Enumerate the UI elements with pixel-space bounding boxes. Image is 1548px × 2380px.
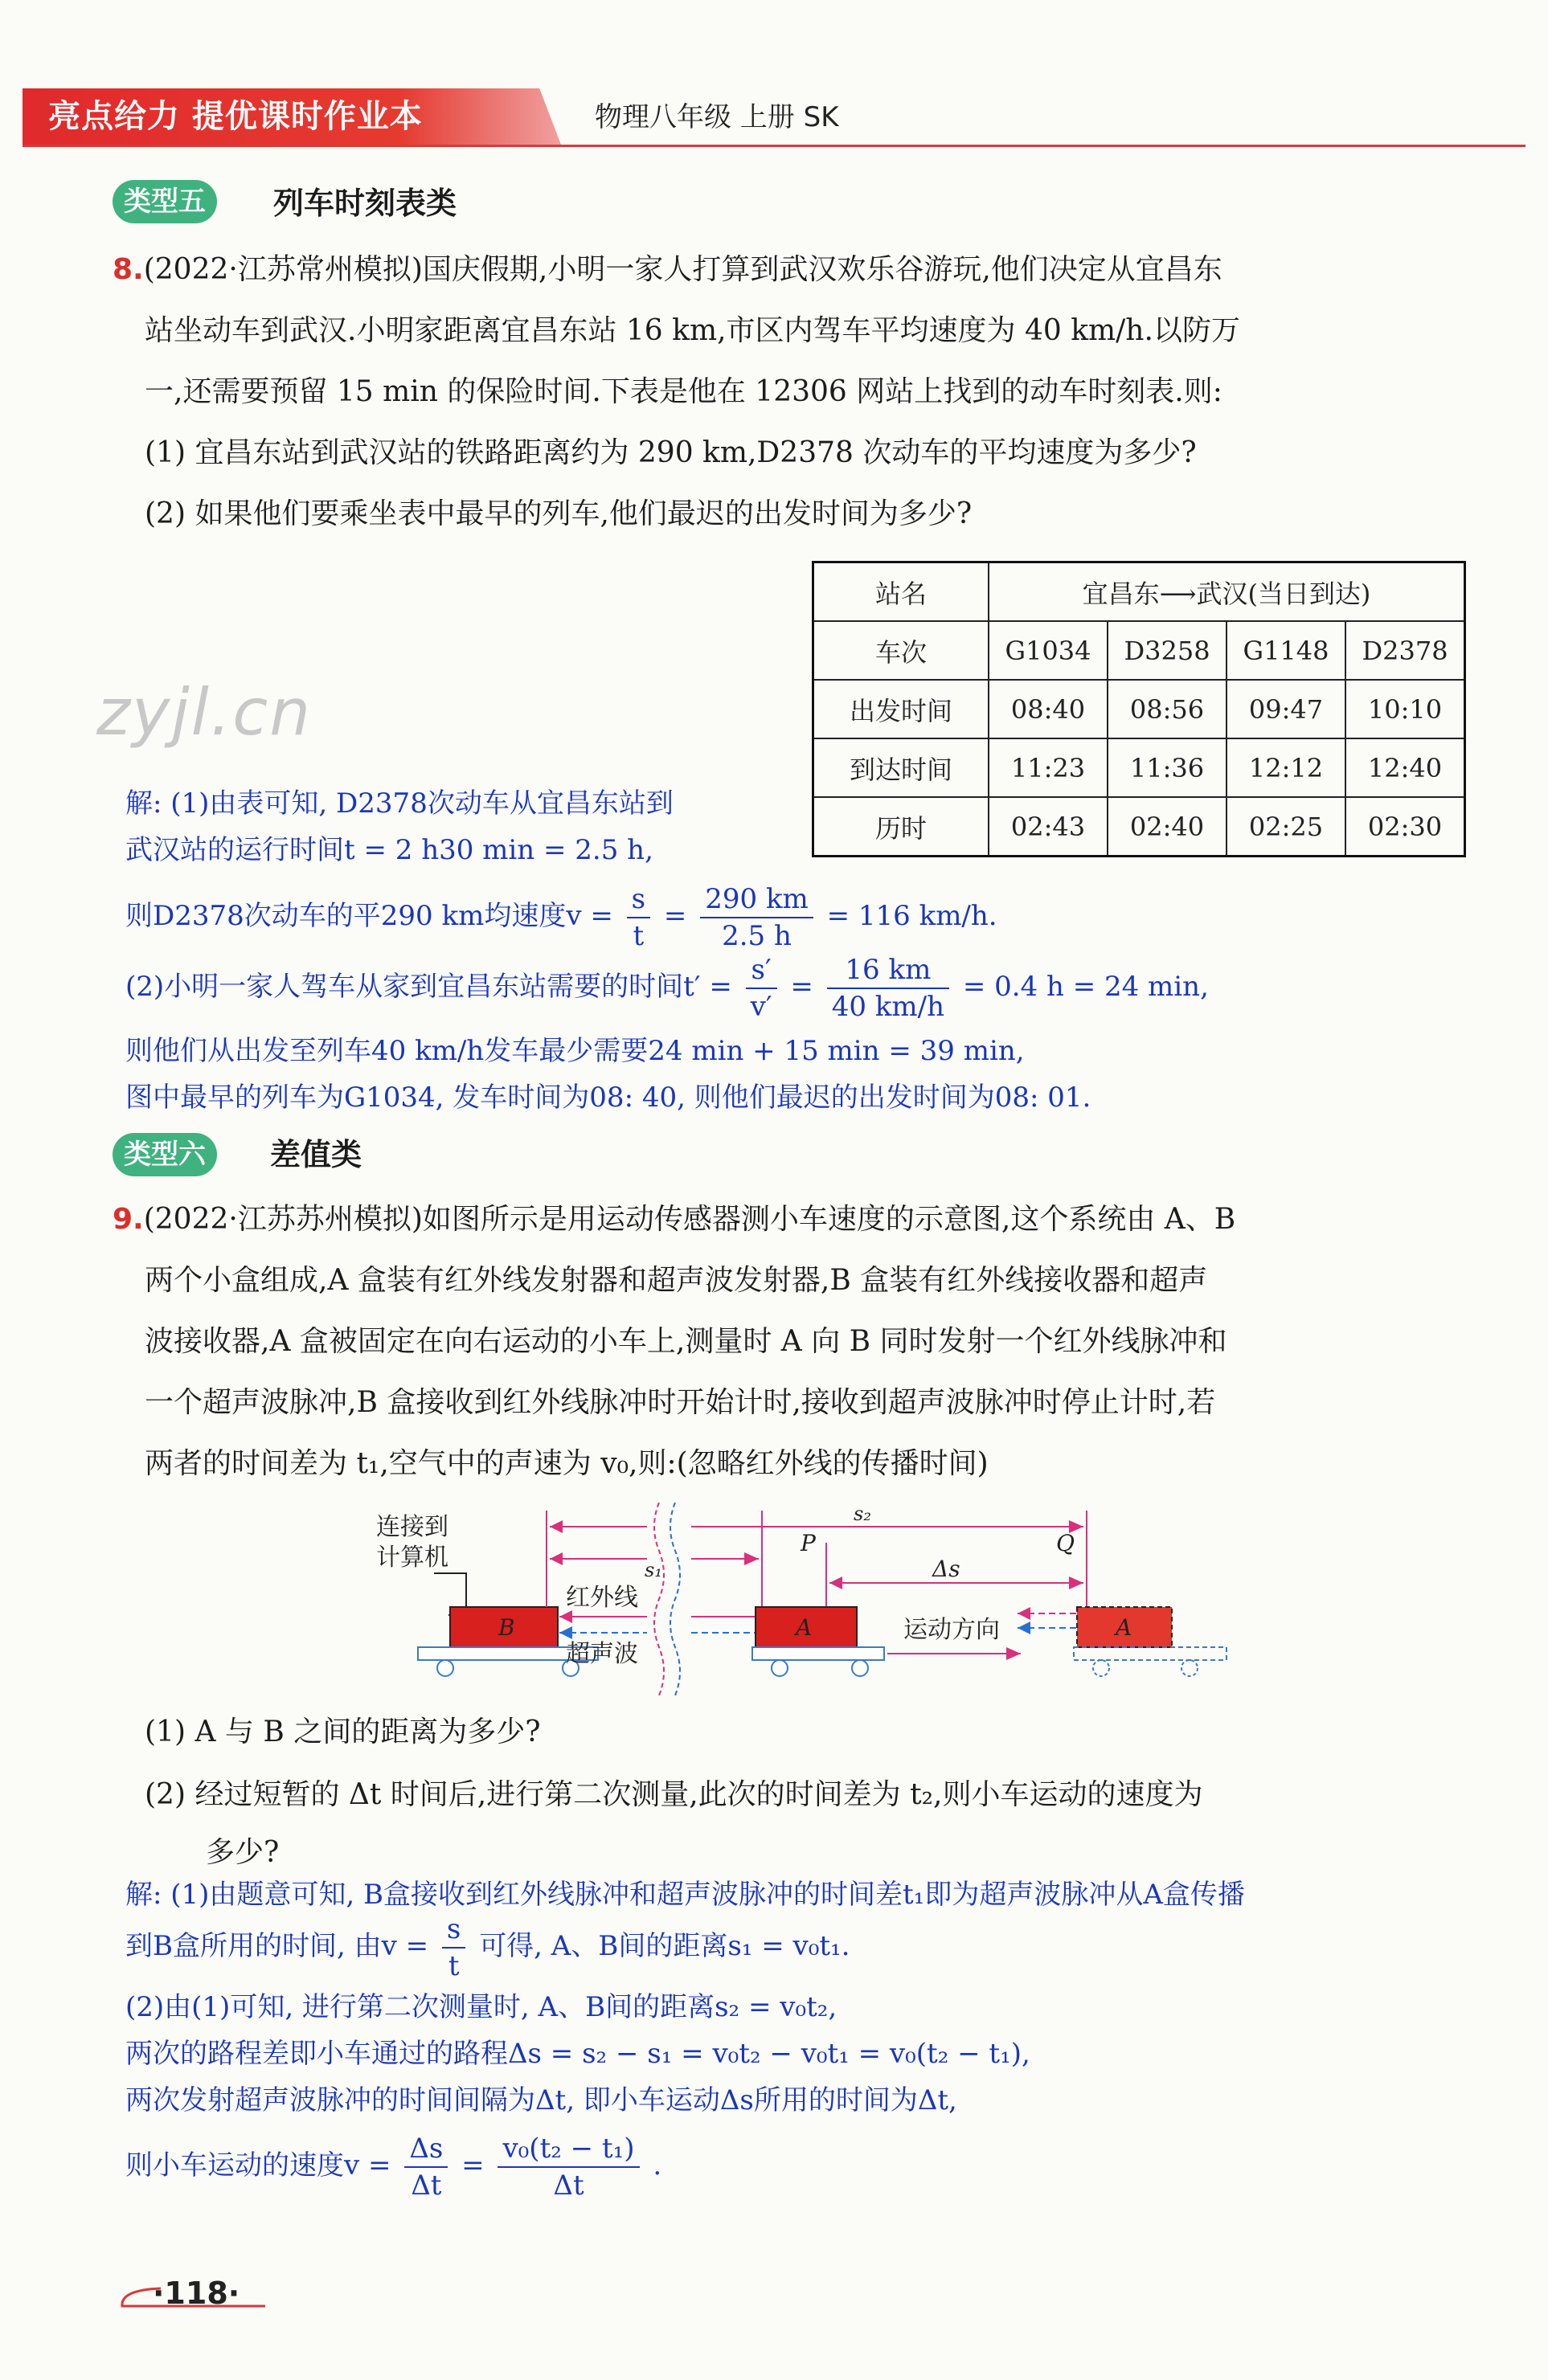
table-row: 出发时间 08:40 08:56 09:47 10:10 — [813, 680, 1465, 738]
q8-line-2: 站坐动车到武汉.小明家距离宜昌东站 16 km,市区内驾车平均速度为 40 km/h.以防万 — [145, 314, 1240, 347]
q8-sub-1: (1) 宜昌东站到武汉站的铁路距离约为 290 km,D2378 次动车的平均速度为多少? — [145, 436, 1197, 469]
header-subject: 物理八年级 上册 SK — [595, 101, 839, 133]
cart-a — [752, 1647, 884, 1660]
fraction: $\frac{s'}{v'}$ — [746, 952, 777, 1024]
q9-line-3: 波接收器,A 盒被固定在向右运动的小车上,测量时 A 向 B 同时发射一个红外线脉冲和 — [145, 1325, 1227, 1358]
q8-line-3: 一,还需要预留 15 min 的保险时间.下表是他在 12306 网站上找到的动车时刻表.则: — [145, 375, 1222, 408]
table-row: 历时 02:43 02:40 02:25 02:30 — [813, 797, 1465, 857]
fraction: $\frac{s}{t}$ — [442, 1912, 465, 1984]
q9-number: 9. — [113, 1203, 144, 1236]
label-s2: s₂ — [854, 1503, 871, 1525]
sensor-diagram — [354, 1503, 1254, 1703]
a8-line-3: 则D2378次动车的平290 km均速度v = $\frac{s}{t}$ = $\frac{290 km}{2.5 h}$ = 116 km/h. — [125, 883, 997, 952]
label-s1: s₁ — [645, 1559, 662, 1581]
a9-line-3: (2)由(1)可知, 进行第二次测量时, A、B间的距离s₂ = v₀t₂, — [125, 1991, 837, 2023]
q9-sub-2a: (2) 经过短暂的 Δt 时间后,进行第二次测量,此次的时间差为 t₂,则小车运动的速度为 — [145, 1778, 1203, 1811]
fraction: $\frac{\Delta s}{\Delta t}$ — [404, 2131, 448, 2203]
page-number: ·118· — [153, 2276, 240, 2311]
q9-line-4: 一个超声波脉冲,B 盒接收到红外线脉冲时开始计时,接收到超声波脉冲时停止计时,若 — [145, 1386, 1216, 1419]
label-direction: 运动方向 — [903, 1616, 1000, 1644]
label-infrared: 红外线 — [566, 1584, 638, 1612]
a8-line-6: 图中最早的列车为G1034, 发车时间为08: 40, 则他们最迟的出发时间为08: 01. — [125, 1082, 1091, 1114]
table-row: 车次 G1034 D3258 G1148 D2378 — [813, 621, 1465, 680]
label-ultrasonic: 超声波 — [566, 1640, 638, 1668]
table-header-station: 站名 — [813, 562, 989, 622]
fraction: $\frac{\text{v₀(t₂ − t₁)}}{\Delta t}$ — [498, 2131, 639, 2203]
table-row — [813, 562, 1465, 622]
header-divider — [23, 145, 1525, 147]
a8-line-2: 武汉站的运行时间t = 2 h30 min = 2.5 h, — [125, 834, 653, 866]
section5-title: 列车时刻表类 — [273, 186, 457, 221]
q9-line-1: 9.(2022·江苏苏州模拟)如图所示是用运动传感器测小车速度的示意图,这个系统由 A、B — [113, 1203, 1236, 1236]
section6-title: 差值类 — [270, 1137, 362, 1172]
label-p: P — [801, 1530, 816, 1556]
a8-line-4: (2)小明一家人驾车从家到宜昌东站需要的时间t′ = $\frac{s'}{v'}$ = $\frac{16 km}{40 km/h}$ = 0.4 h = 24 min, — [125, 954, 1209, 1023]
q9-line-2: 两个小盒组成,A 盒装有红外线发射器和超声波发射器,B 盒装有红外线接收器和超声 — [145, 1264, 1208, 1297]
q8-sub-2: (2) 如果他们要乘坐表中最早的列车,他们最迟的出发时间为多少? — [145, 497, 973, 530]
computer-label-2: 计算机 — [376, 1544, 448, 1572]
fraction: $\frac{290 km}{2.5 h}$ — [700, 881, 813, 954]
box-b-label: B — [498, 1614, 515, 1641]
box-a-label: A — [796, 1614, 813, 1641]
table-header-route: 宜昌东⟶武汉(当日到达) — [989, 562, 1465, 622]
computer-label-1: 连接到 — [376, 1513, 448, 1541]
table-row: 到达时间 11:23 11:36 12:12 12:40 — [813, 738, 1465, 797]
a9-line-6: 则小车运动的速度v = $\frac{\Delta s}{\Delta t}$ = $\frac{\text{v₀(t₂ − t₁)}}{\Delta t}$ . — [125, 2133, 662, 2202]
q8-number: 8. — [113, 253, 144, 286]
section6-badge: 类型六 — [113, 1133, 217, 1176]
a8-line-1: 解: (1)由表可知, D2378次动车从宜昌东站到 — [125, 787, 674, 820]
watermark: zyjl.cn — [96, 675, 312, 750]
q9-sub-2b: 多少? — [206, 1836, 280, 1869]
a8-line-5: 则他们从出发至列车40 km/h发车最少需要24 min + 15 min = 39 min, — [125, 1035, 1025, 1067]
fraction: $\frac{16 km}{40 km/h}$ — [827, 952, 949, 1024]
q9-sub-1: (1) A 与 B 之间的距离为多少? — [145, 1715, 541, 1748]
a9-line-4: 两次的路程差即小车通过的路程Δs = s₂ − s₁ = v₀t₂ − v₀t₁ = v₀(t₂ − t₁), — [125, 2038, 1030, 2070]
q9-line-5: 两者的时间差为 t₁,空气中的声速为 v₀,则:(忽略红外线的传播时间) — [145, 1447, 989, 1480]
box-a2-label: A — [1116, 1614, 1132, 1641]
section5-badge: 类型五 — [113, 180, 217, 223]
header-brand: 亮点给力 提优课时作业本 — [48, 98, 423, 135]
q8-line-1: 8.(2022·江苏常州模拟)国庆假期,小明一家人打算到武汉欢乐谷游玩,他们决定从宜昌东 — [113, 253, 1222, 286]
a9-line-2: 到B盒所用的时间, 由v = $\frac{s}{t}$ 可得, A、B间的距离s₁ = v₀t₁. — [125, 1913, 850, 1982]
label-q: Q — [1056, 1530, 1075, 1556]
train-timetable — [812, 561, 1466, 857]
a9-line-5: 两次发射超声波脉冲的时间间隔为Δt, 即小车运动Δs所用的时间为Δt, — [125, 2084, 957, 2116]
fraction: $\frac{s}{t}$ — [627, 881, 650, 954]
label-delta-s: Δs — [932, 1556, 960, 1582]
a9-line-1: 解: (1)由题意可知, B盒接收到红外线脉冲和超声波脉冲的时间差t₁即为超声波脉冲从A盒传播 — [125, 1879, 1245, 1911]
